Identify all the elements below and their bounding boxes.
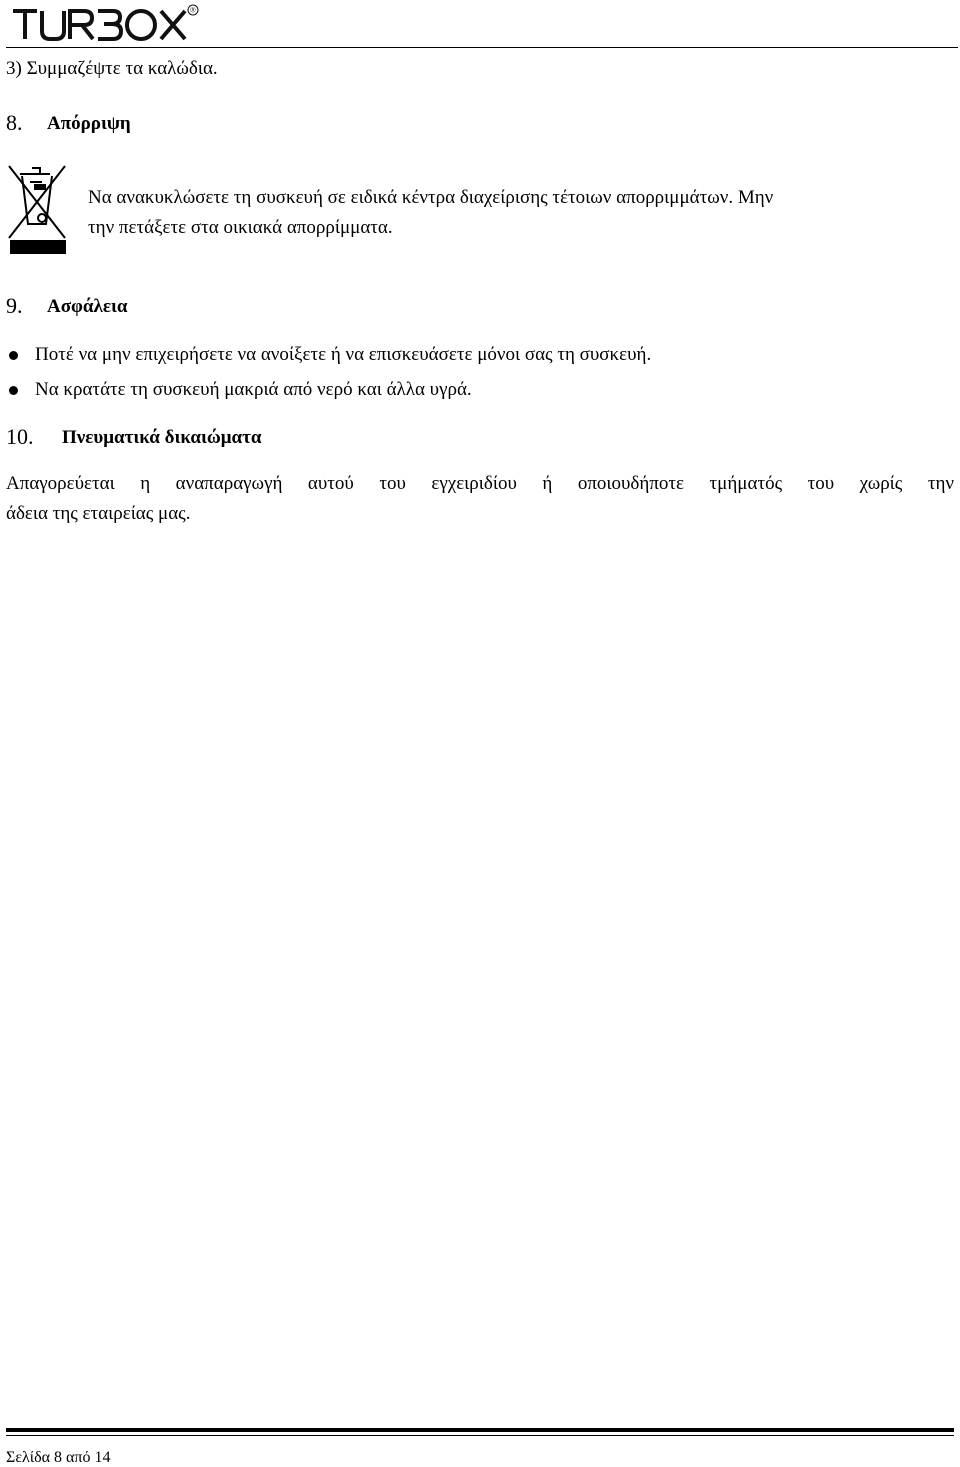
turbox-logo <box>10 2 206 42</box>
section-number-10: 10. <box>6 424 34 449</box>
page-header <box>0 0 960 52</box>
footer-divider-thin <box>6 1435 954 1436</box>
bullet-dot <box>9 386 18 395</box>
bullet-dot <box>9 351 18 360</box>
disposal-text-line-1: Να ανακυκλώσετε τη συσκευή σε ειδικά κέντρα διαχείρισης τέτοιων απορριμμάτων. Μην <box>88 187 774 208</box>
svg-text:®: ® <box>190 7 196 15</box>
copyright-text-line-2: άδεια της εταιρείας μας. <box>6 503 191 524</box>
copyright-text-line-1: Απαγορεύεται η αναπαραγωγή αυτού του εγχειριδίου ή οποιουδήποτε τμήματός του χωρίς την <box>6 473 954 494</box>
section-title-copyright: Πνευματικά δικαιώματα <box>62 427 262 448</box>
section-number-9: 9. <box>6 293 23 318</box>
safety-bullet-2: Να κρατάτε τη συσκευή μακριά από νερό και άλλα υγρά. <box>35 379 472 400</box>
section-number-8: 8. <box>6 110 23 135</box>
footer-divider-thick <box>6 1428 954 1432</box>
section-title-safety: Ασφάλεια <box>47 296 128 317</box>
step-3-text: 3) Συμμαζέψτε τα καλώδια. <box>6 58 218 79</box>
header-divider <box>6 47 958 48</box>
section-title-disposal: Απόρριψη <box>47 113 131 134</box>
page-number: Σελίδα 8 από 14 <box>6 1449 111 1466</box>
safety-bullet-1: Ποτέ να μην επιχειρήσετε να ανοίξετε ή να επισκευάσετε μόνοι σας τη συσκευή. <box>35 344 652 365</box>
crossed-out-wheelie-bin-icon <box>6 162 68 254</box>
disposal-text-line-2: την πετάξετε στα οικιακά απορρίμματα. <box>88 217 393 238</box>
